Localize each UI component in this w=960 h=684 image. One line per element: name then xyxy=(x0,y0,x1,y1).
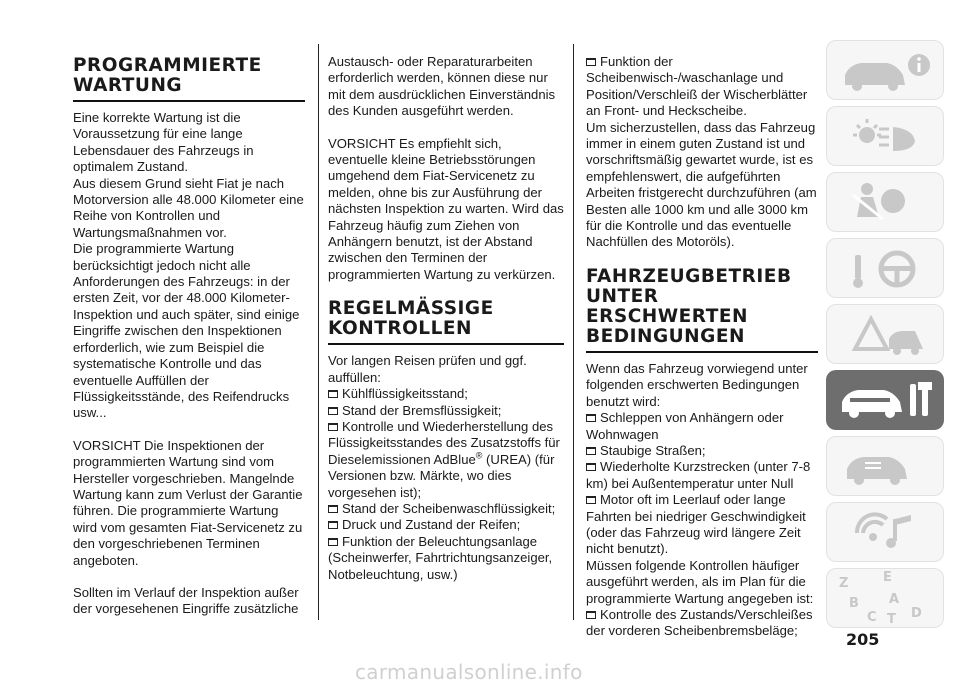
chapter-tab-emergency[interactable] xyxy=(826,304,944,364)
column-middle xyxy=(328,54,564,583)
list-item: Stand der Scheibenwaschflüssigkeit; xyxy=(328,501,564,517)
car-data-icon xyxy=(827,437,945,497)
page-number: 205 xyxy=(846,630,880,649)
index-letter: C xyxy=(867,610,877,625)
paragraph: Eine korrekte Wartung ist die Voraussetzung für eine lange Lebensdauer des Fahrzeugs in optimalem Zustand. xyxy=(73,110,254,175)
dashboard-lights-icon xyxy=(827,107,945,167)
checkbox-bullet-icon xyxy=(586,463,596,471)
checkbox-bullet-icon xyxy=(328,390,338,398)
column-divider xyxy=(573,44,574,620)
checkbox-bullet-icon xyxy=(586,611,596,619)
checkbox-bullet-icon xyxy=(328,505,338,513)
column-divider xyxy=(318,44,319,620)
multimedia-icon xyxy=(827,503,945,563)
paragraph: Austausch- oder Reparaturarbeiten erforderlich werden, können diese nur mit dem ausdrücklichen Einverständnis des Kunden ausgeführt werden. xyxy=(328,54,556,119)
list-item: Kühlflüssigkeitsstand; xyxy=(328,386,564,402)
chapter-tab-technical-data[interactable] xyxy=(826,436,944,496)
checkbox-bullet-icon xyxy=(328,538,338,546)
paragraph: Müssen folgende Kontrollen häufiger ausgeführt werden, als im Plan für die programmierte Wartung angegeben ist: xyxy=(586,557,814,606)
chapter-tab-index[interactable] xyxy=(826,568,944,628)
car-wrench-icon xyxy=(826,370,944,430)
list-item: Funktion der Beleuchtungsanlage (Scheinwerfer, Fahrtrichtungsanzeiger, Notbeleuchtung, usw.) xyxy=(328,533,553,582)
section-heading-programmierte-wartung: PROGRAMMIERTE WARTUNG xyxy=(73,56,305,102)
list-item: Funktion der Scheibenwisch-/waschanlage und Position/Verschleiß der Wischerblätter an Front- und Heckscheibe. xyxy=(586,54,808,119)
chapter-tab-safety[interactable] xyxy=(826,172,944,232)
list-intro: Vor langen Reisen prüfen und ggf. auffüllen: xyxy=(328,353,527,385)
airbag-safety-icon xyxy=(827,173,945,233)
list-item: Stand der Bremsflüssigkeit; xyxy=(328,403,564,419)
list-item: Schleppen von Anhängern oder Wohnwagen xyxy=(586,410,784,442)
checkbox-bullet-icon xyxy=(328,407,338,415)
checkbox-bullet-icon xyxy=(586,447,596,455)
column-right xyxy=(586,54,818,640)
chapter-tab-starting-driving[interactable] xyxy=(826,238,944,298)
checkbox-bullet-icon xyxy=(586,58,596,66)
list-item: Kontrolle und Wiederherstellung des Flüssigkeitsstandes des Zusatzstoffs für Dieselemissionen AdBlue® (UREA) (für Versionen bzw. Märkte, wo dies vorgesehen ist); xyxy=(328,418,560,500)
checkbox-bullet-icon xyxy=(586,414,596,422)
chapter-tab-car-info[interactable] xyxy=(826,40,944,100)
index-letter: T xyxy=(887,612,896,627)
index-letter: B xyxy=(849,596,859,611)
paragraph: Um sicherzustellen, dass das Fahrzeug immer in einem guten Zustand ist und vorschriftsmäßig gewartet wurde, ist es empfehlenswert, die aufgeführten Arbeiten fristgerecht durchzuführen (am Besten alle 1000 km und alle 3000 km für die Kontrolle und das eventuelle Nachfüllen des Motoröls). xyxy=(586,119,817,250)
checkbox-bullet-icon xyxy=(586,496,596,504)
checkbox-bullet-icon xyxy=(328,521,338,529)
chapter-tab-maintenance[interactable] xyxy=(826,370,944,430)
warning-triangle-icon xyxy=(827,305,945,365)
list-item: Staubige Straßen; xyxy=(586,443,818,459)
list-item: Wiederholte Kurzstrecken (unter 7-8 km) bei Außentemperatur unter Null xyxy=(586,459,811,491)
section-heading-regelmaessige-kontrollen: REGELMÄSSIGE KONTROLLEN xyxy=(328,299,564,345)
list-item: Druck und Zustand der Reifen; xyxy=(328,517,564,533)
steering-wheel-key-icon xyxy=(827,239,945,299)
list-item: Kontrolle des Zustands/Verschleißes der vorderen Scheibenbremsbeläge; xyxy=(586,606,813,639)
caution-paragraph: VORSICHT Die Inspektionen der programmierten Wartung sind vom Hersteller vorgeschrieben. Mangelnde Wartung kann zum Verlust der Garantie führen. Die programmierte Wartung wird vom gesamten Fiat-Servicenetz zu den vorgeschriebenen Terminen angeboten. xyxy=(73,437,303,568)
index-letter: Z xyxy=(839,576,849,591)
registered-mark: ® xyxy=(475,450,483,461)
index-letter: A xyxy=(889,592,900,607)
chapter-tab-dashboard[interactable] xyxy=(826,106,944,166)
list-intro: Wenn das Fahrzeug vorwiegend unter folgenden erschwerten Bedingungen benutzt wird: xyxy=(586,360,808,409)
car-info-icon xyxy=(827,41,945,101)
list-item: Motor oft im Leerlauf oder lange Fahrten bei niedriger Geschwindigkeit (oder das Fahrzeug wird längere Zeit nicht benutzt). xyxy=(586,492,806,557)
index-letter: E xyxy=(883,570,892,585)
column-left xyxy=(73,54,305,618)
alphabet-index-icon xyxy=(827,569,945,629)
paragraph: Die programmierte Wartung berücksichtigt jedoch nicht alle Anforderungen des Fahrzeugs: in der ersten Zeit, vor der 48.000 Kilometer-Inspektion und auch später, sind einige Eingriffe zwischen den Inspektionen erforderlich, wie zum Beispiel die systematische Kontrolle und das eventuelle Auffüllen der Flüssigkeitsstände, des Reifendrucks usw... xyxy=(73,241,300,421)
caution-paragraph: VORSICHT Es empfiehlt sich, eventuelle kleine Betriebsstörungen umgehend dem Fiat-Servicenetz zu melden, ohne bis zur Ausführung der nächsten Inspektion zu warten. Wird das Fahrzeug häufig zum Ziehen von Anhängern benutzt, ist der Abstand zwischen den Terminen der programmierten Wartung zu verkürzen. xyxy=(328,135,564,282)
index-letter: D xyxy=(911,606,922,621)
section-heading-fahrzeugbetrieb: FAHRZEUGBETRIEB UNTER ERSCHWERTEN BEDINGUNGEN xyxy=(586,267,818,353)
checkbox-bullet-icon xyxy=(328,423,338,431)
paragraph: Sollten im Verlauf der Inspektion außer der vorgesehenen Eingriffe zusätzliche xyxy=(73,584,299,617)
watermark: carmanualsonline.info xyxy=(355,660,583,684)
paragraph: Aus diesem Grund sieht Fiat je nach Motorversion alle 48.000 Kilometer eine Reihe von Kontrollen und Wartungsmaßnahmen vor. xyxy=(73,175,304,240)
chapter-tab-multimedia[interactable] xyxy=(826,502,944,562)
